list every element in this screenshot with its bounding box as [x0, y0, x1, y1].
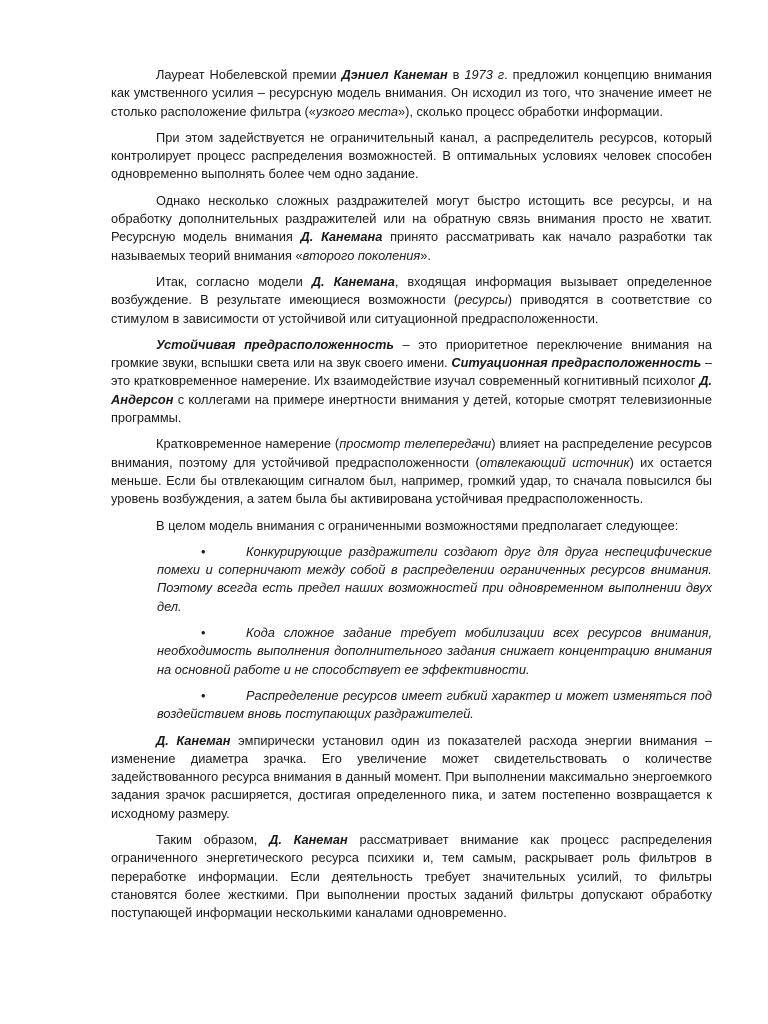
paragraph-second-generation: Однако несколько сложных раздражителей могут быстро истощить все ресурсы, и на обработку дополнительных раздражителей или на обратную связь внимания просто не хватит. Ресурсную модель внимания Д. Канемана принято рассматривать как начало разработки так называемых теорий внимания «второго поколения».: [111, 192, 712, 263]
bullet-icon: •: [201, 625, 206, 641]
paragraph-arousal: Итак, согласно модели Д. Канемана, входящая информация вызывает определенное возбуждение. В результате имеющиеся возможности (ресурсы) приводятся в соответствие со стимулом в зависимости от устойчивой или ситуационной предрасположенности.: [111, 273, 712, 326]
bullet-icon: •: [201, 543, 206, 559]
paragraph-conclusion: Таким образом, Д. Канеман рассматривает внимание как процесс распределения ограниченного энергетического ресурса психики и, тем самым, раскрывает роль фильтров в переработке информации. Если деятельность требует значительных усилий, то фильтры становятся более жесткими. При выполнении простых заданий фильтры допускают обработку поступающей информации несколькими каналами одновременно.: [111, 831, 712, 921]
bullet-item: • Кода сложное задание требует мобилизации всех ресурсов внимания, необходимость выполнения дополнительного задания снижает концентрацию внимания на основной работе и не способствует ее эффективности.: [157, 625, 712, 677]
paragraph-model-summary: В целом модель внимания с ограниченными возможностями предполагает следующее:: [156, 517, 679, 533]
paragraph-pupil-diameter: Д. Канеман эмпирически установил один из показателей расхода энергии внимания – изменение диаметра зрачка. Его увеличение может свидетельствовать о количестве задействованного ресурса внимания в данный момент. При выполнении максимально энергоемкого задания зрачок расширяется, достигая определенного пика, и затем постепенно возвращается к исходному размеру.: [111, 732, 712, 821]
bullet-icon: •: [201, 687, 206, 703]
paragraph-kahneman-intro: Лауреат Нобелевской премии Дэниел Канеман в 1973 г. предложил концепцию внимания как умственного усилия – ресурсную модель внимания. Он исходил из того, что значение имеет не столько расположение фильтра («узкого места»), сколько процесс обработки информации.: [111, 67, 712, 119]
bullet-item: • Распределение ресурсов имеет гибкий характер и может изменяться под воздействием вновь поступающих раздражителей.: [157, 687, 712, 722]
paragraph-predisposition: Устойчивая предрасположенность – это приоритетное переключение внимания на громкие звуки, вспышки света или на звук своего имени. Ситуационная предрасположенность – это кратковременное намерение. Их взаимодействие изучал современный когнитивный психолог Д. Андерсон с коллегами на примере инертности внимания у детей, которые смотрят телевизионные программы.: [111, 336, 712, 426]
bullet-item: • Конкурирующие раздражители создают друг для друга неспецифические помехи и соперничают между собой в распределении ограниченных ресурсов внимания. Поэтому всегда есть предел наших возможностей при одновременном выполнении двух дел.: [157, 543, 712, 614]
paragraph-resource-distributor: При этом задействуется не ограничительный канал, а распределитель ресурсов, который контролирует процесс распределения возможностей. В оптимальных условиях человек способен одновременно выполнять более чем одно задание.: [111, 129, 712, 182]
paragraph-short-term-intention: Кратковременное намерение (просмотр телепередачи) влияет на распределение ресурсов внимания, поэтому для устойчивой предрасположенности (отвлекающий источник) их остается меньше. Если бы отвлекающим сигналом был, например, громкий удар, то сначала повысился бы уровень возбуждения, а затем была бы активирована устойчивая предрасположенность.: [111, 436, 713, 507]
